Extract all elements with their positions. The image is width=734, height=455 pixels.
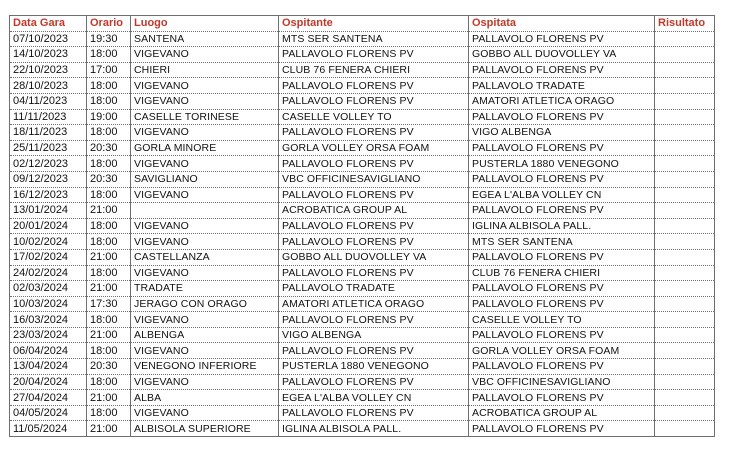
cell-result[interactable] <box>655 405 715 421</box>
cell-home[interactable]: PALLAVOLO FLORENS PV <box>279 93 469 109</box>
cell-result[interactable] <box>655 327 715 343</box>
table-row <box>10 218 715 234</box>
cell-location[interactable]: VIGEVANO <box>131 234 279 250</box>
cell-location[interactable]: VIGEVANO <box>131 265 279 281</box>
cell-result[interactable] <box>655 218 715 234</box>
cell-date[interactable]: 10/03/2024 <box>10 296 87 312</box>
cell-date[interactable]: 11/11/2023 <box>10 109 87 125</box>
cell-home[interactable]: PALLAVOLO FLORENS PV <box>279 156 469 172</box>
cell-time[interactable]: 18:00 <box>87 374 131 390</box>
cell-away[interactable]: PALLAVOLO FLORENS PV <box>469 296 655 312</box>
cell-result[interactable] <box>655 156 715 172</box>
cell-time[interactable]: 20:30 <box>87 359 131 375</box>
cell-date[interactable]: 14/10/2023 <box>10 47 87 63</box>
cell-time[interactable]: 19:30 <box>87 31 131 47</box>
cell-location[interactable]: VIGEVANO <box>131 156 279 172</box>
cell-time[interactable]: 18:00 <box>87 125 131 141</box>
cell-away[interactable]: ACROBATICA GROUP AL <box>469 405 655 421</box>
cell-away[interactable]: GORLA VOLLEY ORSA FOAM <box>469 343 655 359</box>
cell-home[interactable]: GOBBO ALL DUOVOLLEY VA <box>279 249 469 265</box>
table-row <box>10 327 715 343</box>
header-location[interactable]: Luogo <box>131 16 279 32</box>
cell-home[interactable]: PALLAVOLO FLORENS PV <box>279 374 469 390</box>
cell-result[interactable] <box>655 296 715 312</box>
cell-location[interactable]: JERAGO CON ORAGO <box>131 296 279 312</box>
header-row <box>10 16 715 32</box>
cell-time[interactable]: 21:00 <box>87 327 131 343</box>
table-row <box>10 62 715 78</box>
cell-result[interactable] <box>655 31 715 47</box>
table-row <box>10 47 715 63</box>
cell-time[interactable]: 17:00 <box>87 62 131 78</box>
cell-location[interactable]: VIGEVANO <box>131 405 279 421</box>
table-row <box>10 203 715 219</box>
cell-date[interactable]: 09/12/2023 <box>10 171 87 187</box>
cell-date[interactable]: 27/04/2024 <box>10 390 87 406</box>
cell-away[interactable]: VBC OFFICINESAVIGLIANO <box>469 374 655 390</box>
cell-time[interactable]: 18:00 <box>87 156 131 172</box>
cell-date[interactable]: 20/04/2024 <box>10 374 87 390</box>
cell-home[interactable]: CASELLE VOLLEY TO <box>279 109 469 125</box>
table-row <box>10 265 715 281</box>
cell-home[interactable]: PUSTERLA 1880 VENEGONO <box>279 359 469 375</box>
table-row <box>10 171 715 187</box>
table-row <box>10 234 715 250</box>
cell-home[interactable]: PALLAVOLO FLORENS PV <box>279 405 469 421</box>
cell-location[interactable]: SANTENA <box>131 31 279 47</box>
cell-away[interactable]: PALLAVOLO FLORENS PV <box>469 109 655 125</box>
cell-away[interactable]: EGEA L'ALBA VOLLEY CN <box>469 187 655 203</box>
cell-result[interactable] <box>655 343 715 359</box>
table-row <box>10 140 715 156</box>
cell-result[interactable] <box>655 109 715 125</box>
cell-home[interactable]: EGEA L'ALBA VOLLEY CN <box>279 390 469 406</box>
cell-location[interactable]: ALBENGA <box>131 327 279 343</box>
cell-result[interactable] <box>655 187 715 203</box>
cell-time[interactable]: 18:00 <box>87 343 131 359</box>
cell-home[interactable]: ACROBATICA GROUP AL <box>279 203 469 219</box>
cell-date[interactable]: 24/02/2024 <box>10 265 87 281</box>
cell-location[interactable]: SAVIGLIANO <box>131 171 279 187</box>
cell-location[interactable]: VIGEVANO <box>131 187 279 203</box>
cell-date[interactable]: 28/10/2023 <box>10 78 87 94</box>
cell-away[interactable]: PALLAVOLO TRADATE <box>469 78 655 94</box>
cell-result[interactable] <box>655 203 715 219</box>
cell-home[interactable]: PALLAVOLO TRADATE <box>279 281 469 297</box>
cell-time[interactable]: 21:00 <box>87 249 131 265</box>
cell-home[interactable]: CLUB 76 FENERA CHIERI <box>279 62 469 78</box>
cell-home[interactable]: PALLAVOLO FLORENS PV <box>279 218 469 234</box>
cell-time[interactable]: 18:00 <box>87 265 131 281</box>
cell-result[interactable] <box>655 312 715 328</box>
header-away[interactable]: Ospitata <box>469 16 655 32</box>
cell-date[interactable]: 06/04/2024 <box>10 343 87 359</box>
table-row <box>10 312 715 328</box>
cell-result[interactable] <box>655 390 715 406</box>
cell-time[interactable]: 20:30 <box>87 171 131 187</box>
cell-home[interactable]: PALLAVOLO FLORENS PV <box>279 265 469 281</box>
cell-location[interactable]: CASTELLANZA <box>131 249 279 265</box>
cell-away[interactable]: PALLAVOLO FLORENS PV <box>469 62 655 78</box>
cell-result[interactable] <box>655 47 715 63</box>
table-row <box>10 156 715 172</box>
cell-date[interactable]: 18/11/2023 <box>10 125 87 141</box>
cell-date[interactable]: 04/05/2024 <box>10 405 87 421</box>
cell-time[interactable]: 18:00 <box>87 78 131 94</box>
cell-location[interactable]: ALBISOLA SUPERIORE <box>131 421 279 437</box>
cell-away[interactable]: PALLAVOLO FLORENS PV <box>469 140 655 156</box>
cell-away[interactable]: PALLAVOLO FLORENS PV <box>469 327 655 343</box>
cell-result[interactable] <box>655 359 715 375</box>
cell-location[interactable]: VIGEVANO <box>131 47 279 63</box>
cell-date[interactable]: 07/10/2023 <box>10 31 87 47</box>
cell-location[interactable]: ALBA <box>131 390 279 406</box>
header-time[interactable]: Orario <box>87 16 131 32</box>
cell-result[interactable] <box>655 125 715 141</box>
cell-time[interactable]: 21:00 <box>87 281 131 297</box>
cell-result[interactable] <box>655 281 715 297</box>
table-row <box>10 125 715 141</box>
table-row <box>10 31 715 47</box>
cell-result[interactable] <box>655 265 715 281</box>
cell-home[interactable]: PALLAVOLO FLORENS PV <box>279 312 469 328</box>
cell-location[interactable]: VENEGONO INFERIORE <box>131 359 279 375</box>
cell-home[interactable]: AMATORI ATLETICA ORAGO <box>279 296 469 312</box>
header-date[interactable]: Data Gara <box>10 16 87 32</box>
cell-home[interactable]: IGLINA ALBISOLA PALL. <box>279 421 469 437</box>
cell-location[interactable]: CHIERI <box>131 62 279 78</box>
cell-location[interactable]: VIGEVANO <box>131 374 279 390</box>
cell-home[interactable]: VBC OFFICINESAVIGLIANO <box>279 171 469 187</box>
cell-away[interactable]: IGLINA ALBISOLA PALL. <box>469 218 655 234</box>
cell-date[interactable]: 16/12/2023 <box>10 187 87 203</box>
cell-home[interactable]: VIGO ALBENGA <box>279 327 469 343</box>
cell-away[interactable]: PALLAVOLO FLORENS PV <box>469 359 655 375</box>
table-row <box>10 296 715 312</box>
cell-time[interactable]: 21:00 <box>87 203 131 219</box>
cell-result[interactable] <box>655 171 715 187</box>
cell-location[interactable]: VIGEVANO <box>131 218 279 234</box>
cell-location[interactable]: VIGEVANO <box>131 343 279 359</box>
cell-away[interactable]: MTS SER SANTENA <box>469 234 655 250</box>
cell-away[interactable]: PALLAVOLO FLORENS PV <box>469 249 655 265</box>
cell-home[interactable]: PALLAVOLO FLORENS PV <box>279 125 469 141</box>
cell-location[interactable] <box>131 203 279 219</box>
cell-location[interactable]: VIGEVANO <box>131 78 279 94</box>
cell-time[interactable]: 17:30 <box>87 296 131 312</box>
table-row <box>10 187 715 203</box>
cell-date[interactable]: 25/11/2023 <box>10 140 87 156</box>
cell-home[interactable]: PALLAVOLO FLORENS PV <box>279 78 469 94</box>
cell-date[interactable]: 17/02/2024 <box>10 249 87 265</box>
cell-date[interactable]: 13/04/2024 <box>10 359 87 375</box>
header-home[interactable]: Ospitante <box>279 16 469 32</box>
table-row <box>10 343 715 359</box>
cell-date[interactable]: 02/12/2023 <box>10 156 87 172</box>
table-row <box>10 374 715 390</box>
cell-time[interactable]: 18:00 <box>87 234 131 250</box>
cell-home[interactable]: MTS SER SANTENA <box>279 31 469 47</box>
cell-time[interactable]: 18:00 <box>87 405 131 421</box>
table-row <box>10 109 715 125</box>
cell-date[interactable]: 13/01/2024 <box>10 203 87 219</box>
cell-time[interactable]: 18:00 <box>87 312 131 328</box>
cell-away[interactable]: CASELLE VOLLEY TO <box>469 312 655 328</box>
cell-home[interactable]: PALLAVOLO FLORENS PV <box>279 47 469 63</box>
cell-away[interactable]: PALLAVOLO FLORENS PV <box>469 390 655 406</box>
table-row <box>10 78 715 94</box>
cell-time[interactable]: 18:00 <box>87 47 131 63</box>
cell-time[interactable]: 20:30 <box>87 140 131 156</box>
cell-time[interactable]: 19:00 <box>87 109 131 125</box>
cell-away[interactable]: GOBBO ALL DUOVOLLEY VA <box>469 47 655 63</box>
cell-result[interactable] <box>655 140 715 156</box>
cell-time[interactable]: 21:00 <box>87 421 131 437</box>
table-body <box>10 31 715 436</box>
table-row <box>10 390 715 406</box>
cell-away[interactable]: VIGO ALBENGA <box>469 125 655 141</box>
cell-date[interactable]: 11/05/2024 <box>10 421 87 437</box>
cell-location[interactable]: TRADATE <box>131 281 279 297</box>
table-row <box>10 93 715 109</box>
cell-away[interactable]: PALLAVOLO FLORENS PV <box>469 281 655 297</box>
cell-location[interactable]: VIGEVANO <box>131 93 279 109</box>
cell-time[interactable]: 21:00 <box>87 390 131 406</box>
table-row <box>10 405 715 421</box>
cell-location[interactable]: GORLA MINORE <box>131 140 279 156</box>
table-row <box>10 249 715 265</box>
cell-result[interactable] <box>655 78 715 94</box>
cell-away[interactable]: PALLAVOLO FLORENS PV <box>469 203 655 219</box>
cell-away[interactable]: PALLAVOLO FLORENS PV <box>469 31 655 47</box>
cell-result[interactable] <box>655 374 715 390</box>
cell-away[interactable]: PUSTERLA 1880 VENEGONO <box>469 156 655 172</box>
cell-date[interactable]: 22/10/2023 <box>10 62 87 78</box>
table-row <box>10 421 715 437</box>
cell-away[interactable]: PALLAVOLO FLORENS PV <box>469 171 655 187</box>
cell-date[interactable]: 02/03/2024 <box>10 281 87 297</box>
cell-result[interactable] <box>655 93 715 109</box>
cell-away[interactable]: PALLAVOLO FLORENS PV <box>469 421 655 437</box>
cell-date[interactable]: 20/01/2024 <box>10 218 87 234</box>
table-row <box>10 359 715 375</box>
cell-home[interactable]: PALLAVOLO FLORENS PV <box>279 234 469 250</box>
cell-date[interactable]: 16/03/2024 <box>10 312 87 328</box>
cell-home[interactable]: PALLAVOLO FLORENS PV <box>279 187 469 203</box>
match-schedule-table <box>9 15 715 437</box>
header-result[interactable]: Risultato <box>655 16 715 32</box>
table-row <box>10 281 715 297</box>
cell-time[interactable]: 18:00 <box>87 187 131 203</box>
cell-away[interactable]: CLUB 76 FENERA CHIERI <box>469 265 655 281</box>
cell-home[interactable]: GORLA VOLLEY ORSA FOAM <box>279 140 469 156</box>
cell-date[interactable]: 04/11/2023 <box>10 93 87 109</box>
cell-location[interactable]: VIGEVANO <box>131 125 279 141</box>
cell-date[interactable]: 23/03/2024 <box>10 327 87 343</box>
cell-time[interactable]: 18:00 <box>87 93 131 109</box>
cell-result[interactable] <box>655 62 715 78</box>
cell-location[interactable]: CASELLE TORINESE <box>131 109 279 125</box>
cell-away[interactable]: AMATORI ATLETICA ORAGO <box>469 93 655 109</box>
cell-time[interactable]: 18:00 <box>87 218 131 234</box>
cell-result[interactable] <box>655 249 715 265</box>
cell-result[interactable] <box>655 234 715 250</box>
cell-home[interactable]: PALLAVOLO FLORENS PV <box>279 343 469 359</box>
cell-result[interactable] <box>655 421 715 437</box>
cell-date[interactable]: 10/02/2024 <box>10 234 87 250</box>
cell-location[interactable]: VIGEVANO <box>131 312 279 328</box>
